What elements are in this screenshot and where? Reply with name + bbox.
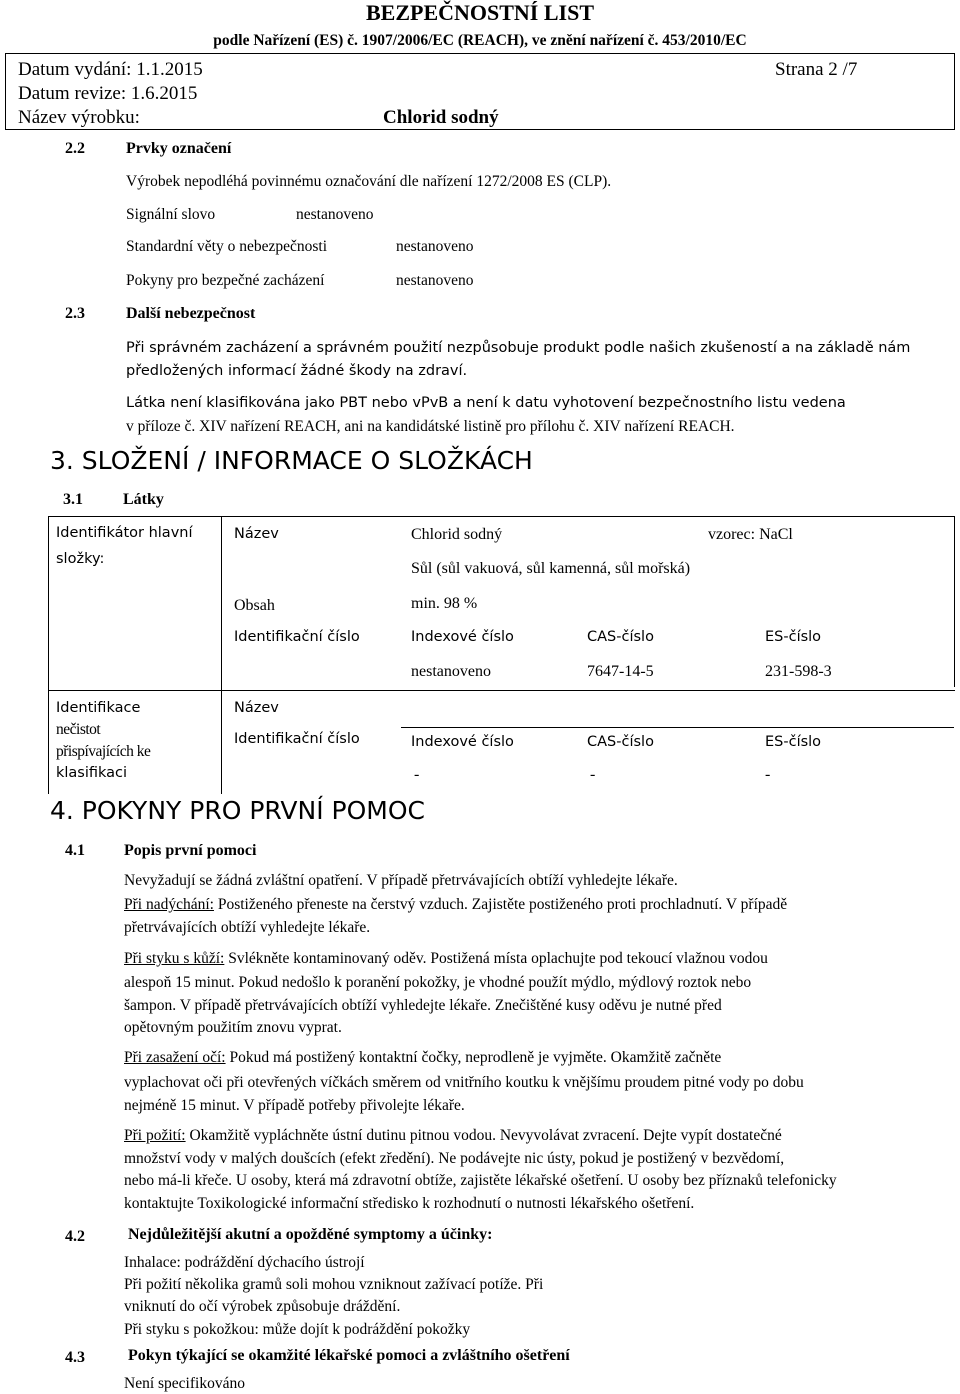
ingestion-label: Při požití: [124,1127,186,1144]
section-3-1-number: 3.1 [63,491,83,508]
impurities-label-line2: nečistot [56,721,101,738]
table-label-divider [221,516,222,794]
impurity-es-value: - [765,766,771,783]
ingestion-line3: nebo má-li křeče. U osoby, která má zdravotní obtíže, zajistěte lékařské ošetření. U osoby bez příznaků telefonicky [124,1172,837,1189]
cas-number-value: 7647-14-5 [587,663,654,680]
cas-number-header: CAS-číslo [587,629,654,645]
skin-line1 [124,950,768,968]
hazard-statements-value: nestanoveno [396,238,474,255]
inhalation-text: Postiženého přeneste na čerstvý vzduch. Zajistěte postiženého proti prochladnutí. V případě [213,896,788,913]
impurities-label-line1: Identifikace [56,700,141,716]
section-4-3-number: 4.3 [65,1349,85,1366]
header-left-border [5,53,6,130]
revision-date: Datum revize: 1.6.2015 [18,83,198,104]
regulation-subtitle: podle Nařízení (ES) č. 1907/2006/EC (REACH), ve znění nařízení č. 453/2010/EC [213,32,747,49]
header-right-border [954,53,955,130]
section-2-3-title: Další nebezpečnost [126,305,256,322]
table-top-border [48,516,955,517]
table-mid-border [48,690,955,691]
index-number-header: Indexové číslo [411,629,514,645]
impurities-label-line4: klasifikaci [56,765,128,781]
symptom-ingestion-line1: Při požití několika gramů soli mohou vzniknout zažívací potíže. Při [124,1276,544,1293]
synonyms: Sůl (sůl vakuová, sůl kamenná, sůl mořská) [411,560,691,577]
precautionary-label: Pokyny pro bezpečné zacházení [126,272,325,289]
section-4-3-title: Pokyn týkající se okamžité lékařské pomoci a zvláštního ošetření [128,1347,570,1364]
header-top-line [5,53,955,54]
name-label: Název [234,526,279,542]
main-component-label-line2: složky: [56,551,105,567]
other-hazards-text-line2: předložených informací žádné škody na zdraví. [126,363,468,379]
signal-word-value: nestanoveno [296,206,374,223]
impurity-es-header: ES-číslo [765,734,822,750]
ingestion-line2: množství vody v malých doušcích (efekt zředění). Ne podávejte nic ústy, pokud je postižený v bezvědomí, [124,1150,785,1167]
identification-number-label: Identifikační číslo [234,629,360,645]
impurity-row-line [401,727,954,728]
skin-line2: alespoň 15 minut. Pokud nedošlo k poranění pokožky, je vhodné použít mýdlo, mýdlový roztok nebo [124,974,752,991]
other-hazards-text-line1: Při správném zacházení a správném použití nezpůsobuje produkt podle našich zkušeností a na základě nám [126,340,911,356]
impurity-cas-value: - [590,766,596,783]
header-bottom-line [5,129,955,130]
clp-statement: Výrobek nepodléhá povinnému označování dle nařízení 1272/2008 ES (CLP). [126,173,612,190]
section-3-heading: 3. SLOŽENÍ / INFORMACE O SLOŽKÁCH [50,446,533,475]
inhalation-label: Při nadýchání: [124,896,214,913]
impurity-name-label: Název [234,700,279,716]
section-4-1-title: Popis první pomoci [124,842,257,859]
first-aid-general: Nevyžadují se žádná zvláštní opatření. V případě přetrvávajících obtíží vyhledejte lékaře. [124,872,678,889]
impurity-index-header: Indexové číslo [411,734,514,750]
es-number-header: ES-číslo [765,629,822,645]
issue-date: Datum vydání: 1.1.2015 [18,59,203,80]
document-title: BEZPEČNOSTNÍ LIST [365,0,595,25]
impurity-cas-header: CAS-číslo [587,734,654,750]
page-number: Strana 2 /7 [775,59,858,80]
product-name: Chlorid sodný [383,107,499,128]
medical-attention-text: Není specifikováno [124,1375,245,1392]
product-label: Název výrobku: [18,107,140,128]
section-2-3-number: 2.3 [65,305,85,322]
section-4-2-title: Nejdůležitější akutní a opožděné symptomy a účinky: [128,1226,493,1243]
content-value: min. 98 % [411,595,478,612]
content-label: Obsah [234,597,275,614]
eye-line2: vyplachovat oči při otevřených víčkách směrem od vnitřního koutku k vnějšímu proudem pitné vody po dobu [124,1074,804,1091]
symptom-inhalation: Inhalace: podráždění dýchacího ústrojí [124,1254,365,1271]
eye-line1 [124,1049,721,1067]
section-4-2-number: 4.2 [65,1228,85,1245]
substance-name: Chlorid sodný [411,526,503,543]
impurity-index-value: - [414,766,420,783]
table-right-border [954,516,955,687]
hazard-statements-label: Standardní věty o nebezpečnosti [126,238,328,255]
section-2-2-title: Prvky označení [126,140,232,157]
section-3-1-title: Látky [123,491,164,508]
skin-line3: šampon. V případě přetrvávajících obtíží vyhledejte lékaře. Znečištěné kusy oděvu je nutné před [124,997,722,1014]
ingestion-line1 [124,1127,782,1145]
inhalation-line1 [124,896,787,914]
table-left-border [48,516,49,794]
skin-label: Při styku s kůží: [124,950,225,967]
signal-word-label: Signální slovo [126,206,216,223]
ingestion-text: Okamžitě vypláchněte ústní dutinu pitnou vodou. Nevyvolávat zvracení. Dejte vypít dostatečné [185,1127,782,1144]
ingestion-line4: kontaktujte Toxikologické informační středisko k rozhodnutí o nutnosti lékařského ošetření. [124,1195,695,1212]
inhalation-line2: přetrvávajících obtíží vyhledejte lékaře. [124,919,371,936]
chemical-formula: vzorec: NaCl [708,526,793,543]
impurity-id-label: Identifikační číslo [234,731,360,747]
skin-text: Svlékněte kontaminovaný oděv. Postižená místa oplachujte pod tekoucí vlažnou vodou [224,950,768,967]
pbt-statement-line1: Látka není klasifikována jako PBT nebo vPvB a není k datu vyhotovení bezpečnostního listu vedena [126,395,846,411]
index-number-value: nestanoveno [411,663,491,680]
es-number-value: 231-598-3 [765,663,832,680]
symptom-ingestion-line2: vniknutí do očí výrobek způsobuje dráždění. [124,1298,401,1315]
eye-line3: nejméně 15 minut. V případě potřeby přivolejte lékaře. [124,1097,465,1114]
pbt-statement-line2: v příloze č. XIV nařízení REACH, ani na kandidátské listině pro přílohu č. XIV nařízení REACH. [126,418,735,435]
eye-text: Pokud má postižený kontaktní čočky, neprodleně je vyjměte. Okamžitě začněte [225,1049,722,1066]
eye-label: Při zasažení očí: [124,1049,226,1066]
skin-line4: opětovným použitím znovu vyprat. [124,1019,342,1036]
section-2-2-number: 2.2 [65,140,85,157]
symptom-skin: Při styku s pokožkou: může dojít k podráždění pokožky [124,1321,471,1338]
main-component-label-line1: Identifikátor hlavní [56,525,193,541]
section-4-heading: 4. POKYNY PRO PRVNÍ POMOC [50,796,425,825]
precautionary-value: nestanoveno [396,272,474,289]
section-4-1-number: 4.1 [65,842,85,859]
impurities-label-line3: přispívajících ke [56,743,151,760]
